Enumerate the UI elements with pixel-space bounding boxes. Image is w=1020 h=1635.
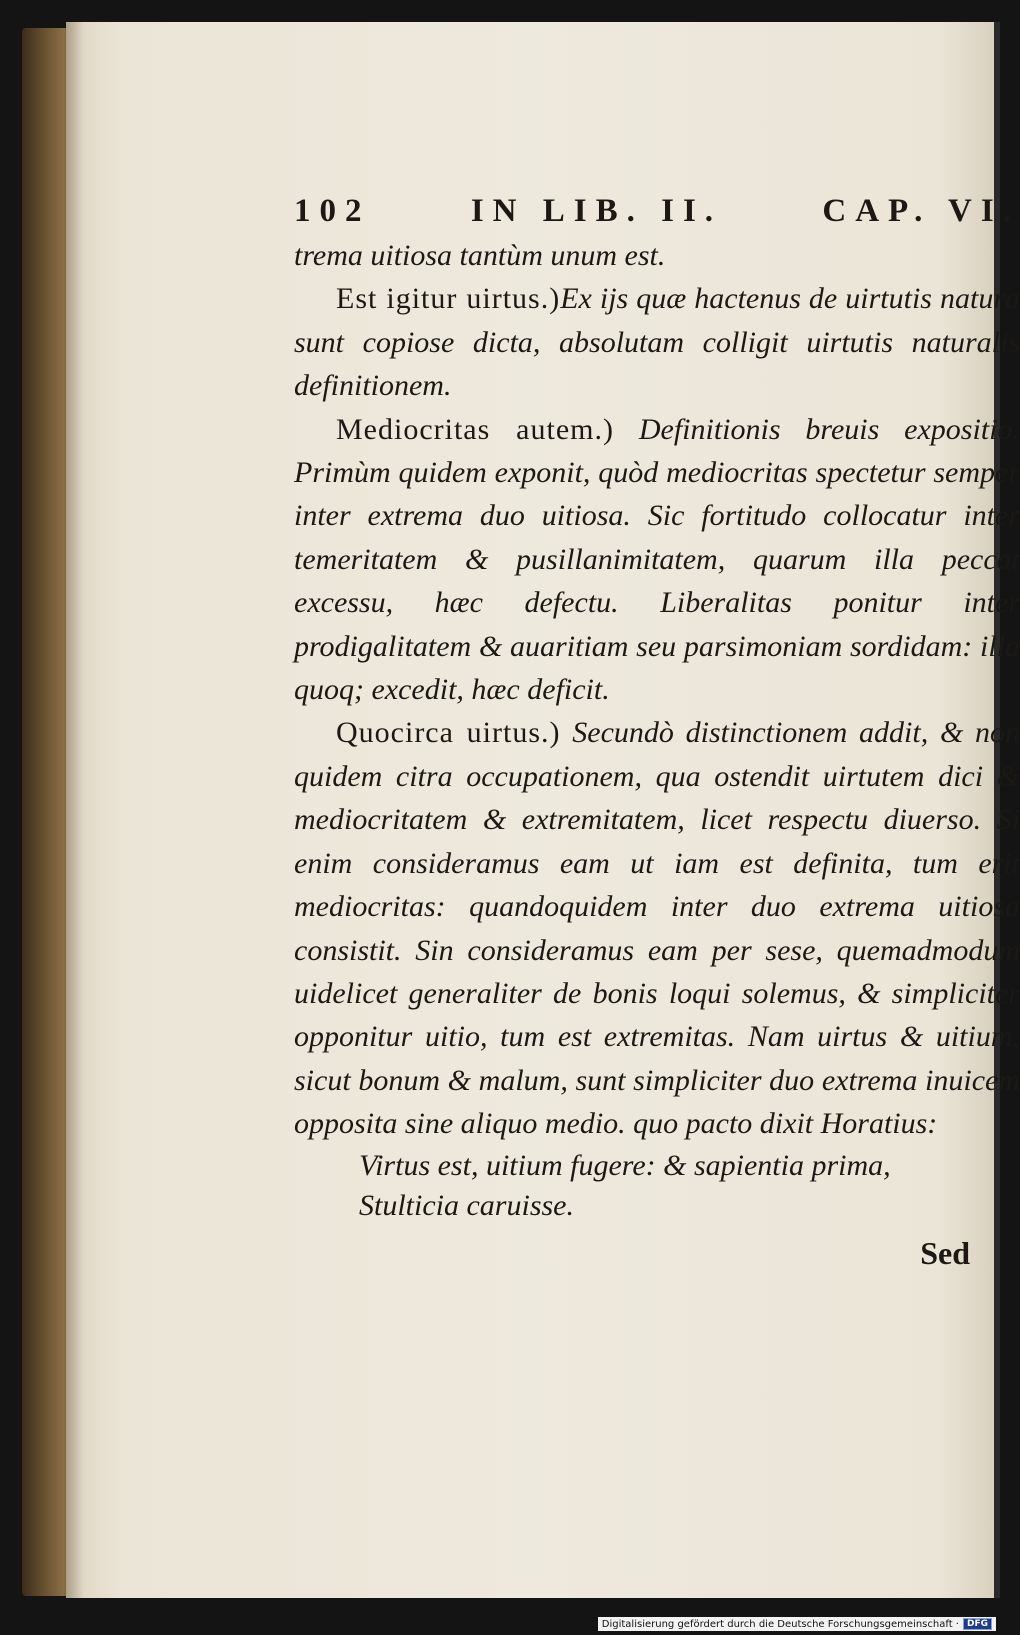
page-text (294, 190, 1020, 1275)
digitization-credit (598, 1617, 996, 1631)
book-page (66, 22, 1020, 1598)
paragraph-body: Ex ijs quæ hactenus de uirtutis natura sunt copiose dicta, absolutam colligit uirtutis naturalis definitionem. (294, 282, 1020, 403)
chapter-reference: CAP. VI. (822, 193, 1020, 229)
paragraph-body: trema uitiosa tantùm unum est. (294, 239, 666, 272)
running-header (294, 190, 1020, 234)
verse-line: Stulticia caruisse. (359, 1188, 574, 1222)
paragraph-lemma: Quocirca uirtus.) (336, 716, 561, 750)
horace-quotation (359, 1146, 1020, 1226)
paragraph-mediocritas (294, 408, 1020, 712)
catchword: Sed (920, 1234, 970, 1271)
dfg-logo-icon: DFG (963, 1618, 992, 1630)
page-number: 102 (294, 193, 371, 229)
paragraph-quocirca (294, 711, 1020, 1145)
paragraph-est-igitur (294, 277, 1020, 407)
credit-text: Digitalisierung gefördert durch die Deutsche Forschungsgemeinschaft · (601, 1618, 959, 1630)
book-reference: IN LIB. II. (470, 193, 723, 229)
paragraph-lemma: Est igitur uirtus.) (336, 282, 561, 316)
paragraph-continuation (294, 234, 1020, 277)
paragraph-lemma: Mediocritas autem.) (336, 412, 614, 446)
paragraph-body: Secundò distinctionem addit, & non quidem citra occupationem, qua ostendit uirtutem dici & mediocritatem & extremitatem, licet respectu diuerso. Si enim consideramus eam ut iam est definita, tum erit mediocritas: quandoquidem inter duo extrema uitiosa consistit. Sin consideramus eam per sese, quemadmodum uidelicet generaliter de bonis loqui solemus, & simpliciter opponitur uitio, tum est extremitas. Nam uirtus & uitium, sicut bonum & malum, sunt simpliciter duo extrema inuicem opposita sine aliquo medio. quo pacto dixit Horatius: (294, 716, 1020, 1141)
paragraph-body: Definitionis breuis expositio. Primùm quidem exponit, quòd mediocritas spectetur semper inter extrema duo uitiosa. Sic fortitudo collocatur inter temeritatem & pusillanimitatem, quarum illa peccat excessu, hæc defectu. Liberalitas ponitur inter prodigalitatem & auaritiam seu parsimoniam sordidam: illa quoq; excedit, hæc deficit. (294, 412, 1020, 707)
verse-line: Virtus est, uitium fugere: & sapientia prima, (359, 1148, 891, 1182)
